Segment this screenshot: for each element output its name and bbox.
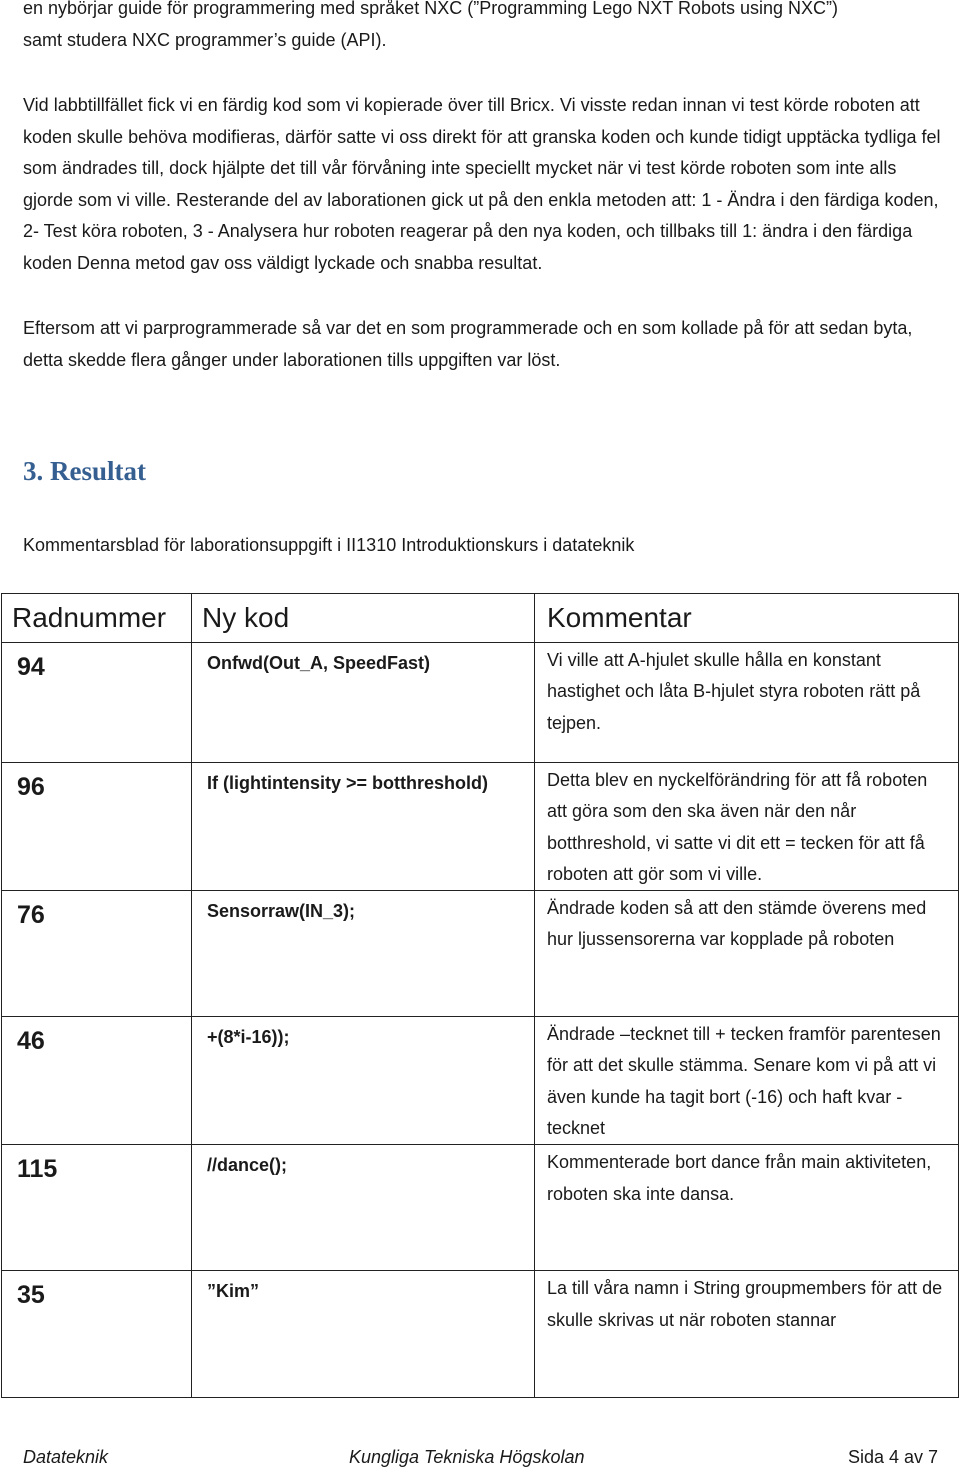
table-row	[2, 1145, 959, 1271]
row-number: 46	[2, 1017, 192, 1145]
row-comment: Ändrade koden så att den stämde överens med hur ljussensorerna var kopplade på roboten	[535, 891, 959, 1017]
page-footer	[23, 1447, 938, 1473]
intro-line: en nybörjar guide för programmering med språket NXC (”Programming Lego NXT Robots using NXC”)	[23, 0, 839, 18]
section-heading: 3. Resultat	[23, 456, 146, 486]
pair-programming-paragraph: Eftersom att vi parprogrammerade så var det en som programmerade och en som kollade på för att sedan byta, detta skedde flera gånger under laborationen tills uppgiften var löst.	[23, 318, 913, 370]
row-code: //dance();	[192, 1145, 535, 1271]
intro-paragraph	[23, 0, 943, 56]
table-row	[2, 1017, 959, 1145]
table-row	[2, 763, 959, 891]
table-row	[2, 891, 959, 1017]
row-code: Onfwd(Out_A, SpeedFast)	[192, 643, 535, 763]
body-paragraph: Vid labbtillfället fick vi en färdig kod som vi kopierade över till Bricx. Vi visste redan innan vi test körde roboten att koden skulle behöva modifieras, därför satte vi oss direkt för att granska koden och kunde tidigt upptäcka tydliga fel som ändrades till, dock hjälpte det till vår förvåning inte speciellt mycket när vi test körde roboten som inte alls gjorde som vi ville. Resterande del av laborationen gick ut på den enkla metoden att: 1 - Ändra i den färdiga koden, 2- Test köra roboten, 3 - Analysera hur roboten reagerar på den nya koden, och tillbaks till 1: ändra i den färdiga koden Denna metod gav oss väldigt lyckade och snabba resultat.	[23, 95, 941, 273]
row-code: +(8*i-16));	[192, 1017, 535, 1145]
header-radnummer: Radnummer	[2, 594, 192, 643]
table-caption: Kommentarsblad för laborationsuppgift i II1310 Introduktionskurs i datateknik	[23, 535, 635, 555]
row-comment: La till våra namn i String groupmembers för att de skulle skrivas ut när roboten stannar	[535, 1271, 959, 1398]
row-number: 94	[2, 643, 192, 763]
footer-department: Datateknik	[23, 1447, 109, 1467]
intro-line: samt studera NXC programmer’s guide (API).	[23, 29, 387, 50]
table-row	[2, 643, 959, 763]
row-number: 115	[2, 1145, 192, 1271]
results-table	[1, 593, 959, 1398]
table-header-row	[2, 594, 959, 643]
row-comment: Detta blev en nyckelförändring för att få roboten att göra som den ska även när den når botthreshold, vi satte vi dit ett = tecken för att få roboten att gör som vi ville.	[535, 763, 959, 891]
footer-page-number: Sida 4 av 7	[847, 1447, 938, 1467]
row-number: 76	[2, 891, 192, 1017]
header-ny-kod: Ny kod	[192, 594, 535, 643]
row-number: 96	[2, 763, 192, 891]
row-comment: Ändrade –tecknet till + tecken framför parentesen för att det skulle stämma. Senare kom vi på att vi även kunde ha tagit bort (-16) och haft kvar -tecknet	[535, 1017, 959, 1145]
footer-university: Kungliga Tekniska Högskolan	[349, 1447, 585, 1467]
row-code: ”Kim”	[192, 1271, 535, 1398]
row-code: Sensorraw(IN_3);	[192, 891, 535, 1017]
header-kommentar: Kommentar	[535, 594, 959, 643]
row-comment: Vi ville att A-hjulet skulle hålla en konstant hastighet och låta B-hjulet styra roboten rätt på tejpen.	[535, 643, 959, 763]
row-comment: Kommenterade bort dance från main aktiviteten, roboten ska inte dansa.	[535, 1145, 959, 1271]
row-number: 35	[2, 1271, 192, 1398]
table-row	[2, 1271, 959, 1398]
row-code: If (lightintensity >= botthreshold)	[192, 763, 535, 891]
